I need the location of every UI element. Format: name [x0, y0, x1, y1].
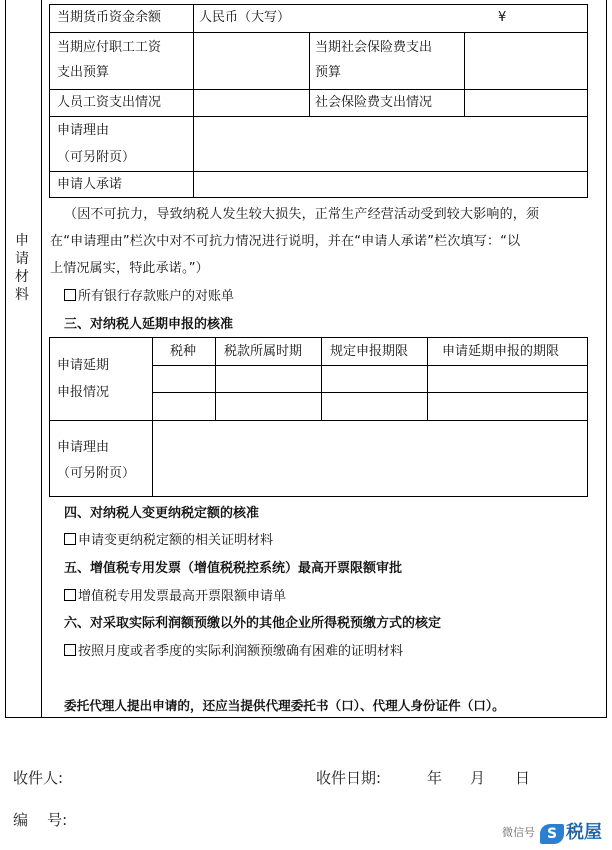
insurance-budget-label-2: 预算 [315, 65, 342, 80]
yen-sign: ¥ [498, 10, 507, 25]
section-side-label: 申请材料 [15, 233, 29, 303]
quota-proof-text: 申请变更纳税定额的相关证明材料 [78, 533, 274, 548]
bank-statement-text: 所有银行存款账户的对账单 [78, 289, 235, 304]
month-label: 月 [470, 769, 486, 787]
prepay-proof-text: 按照月度或者季度的实际利润额预缴确有困难的证明材料 [78, 644, 404, 659]
heading-5: 五、增值税专用发票（增值税税控系统）最高开票限额审批 [64, 561, 403, 576]
col-tax-type: 税种 [170, 344, 197, 359]
checkbox-icon[interactable] [64, 589, 76, 601]
number-label: 编 号: [13, 811, 68, 829]
day-label: 日 [515, 769, 531, 787]
outer-bottom-border [5, 717, 607, 718]
year-label: 年 [427, 769, 443, 787]
outer-left-border [5, 0, 6, 718]
reason-extra-label: （可另附页） [57, 150, 136, 165]
heading-6: 六、对采取实际利润额预缴以外的其他企业所得税预缴方式的核定 [64, 616, 442, 631]
side-column-border [41, 0, 42, 718]
wage-expense-label: 人员工资支出情况 [57, 95, 162, 110]
commitment-label: 申请人承诺 [57, 177, 123, 192]
note-line-1: （因不可抗力，导致纳税人发生较大损失，正常生产经营活动受到较大影响的，须 [64, 207, 540, 222]
note-line-2: 在“申请理由”栏次中对不可抗力情况进行说明，并在“申请人承诺”栏次填写：“以 [50, 234, 521, 249]
currency-label: 人民币（大写） [199, 10, 291, 25]
site-logo [540, 818, 602, 844]
col-deadline: 规定申报期限 [330, 344, 409, 359]
wage-budget-label: 当期应付职工工资 [57, 40, 162, 55]
funds-balance-label: 当期货币资金余额 [57, 10, 162, 25]
receiver-label: 收件人: [13, 769, 64, 787]
watermark-text: 微信号 [502, 826, 535, 839]
invoice-limit-item [64, 588, 286, 606]
col-tax-period: 税款所属时期 [224, 344, 303, 359]
col-extend-deadline: 申请延期申报的期限 [442, 344, 560, 359]
prepay-proof-item [64, 643, 403, 661]
agent-note: 委托代理人提出申请的，还应当提供代理委托书（口）、代理人身份证件（口）。 [64, 698, 505, 713]
insurance-expense-label: 社会保险费支出情况 [315, 95, 433, 110]
note-line-3: 上情况属实，特此承诺。”） [50, 261, 209, 276]
outer-right-border [606, 0, 607, 718]
checkbox-icon[interactable] [64, 533, 76, 545]
extension-reason-extra: （可另附页） [57, 466, 136, 481]
extension-reason-label: 申请理由 [57, 440, 110, 455]
quota-proof-item [64, 532, 273, 550]
wage-budget-label-2: 支出预算 [57, 65, 110, 80]
checkbox-icon[interactable] [64, 289, 76, 301]
insurance-budget-label: 当期社会保险费支出 [315, 40, 433, 55]
logo-icon: S [540, 824, 564, 844]
logo-text: 税屋 [566, 822, 602, 843]
bank-statement-item [64, 288, 234, 306]
heading-3: 三、对纳税人延期申报的核准 [64, 317, 234, 332]
extension-label: 申请延期 [57, 358, 110, 373]
checkbox-icon[interactable] [64, 644, 76, 656]
receive-date-label: 收件日期: [316, 769, 382, 787]
heading-4: 四、对纳税人变更纳税定额的核准 [64, 506, 260, 521]
reason-label: 申请理由 [57, 123, 110, 138]
extension-label-2: 申报情况 [57, 385, 110, 400]
invoice-limit-text: 增值税专用发票最高开票限额申请单 [78, 589, 287, 604]
